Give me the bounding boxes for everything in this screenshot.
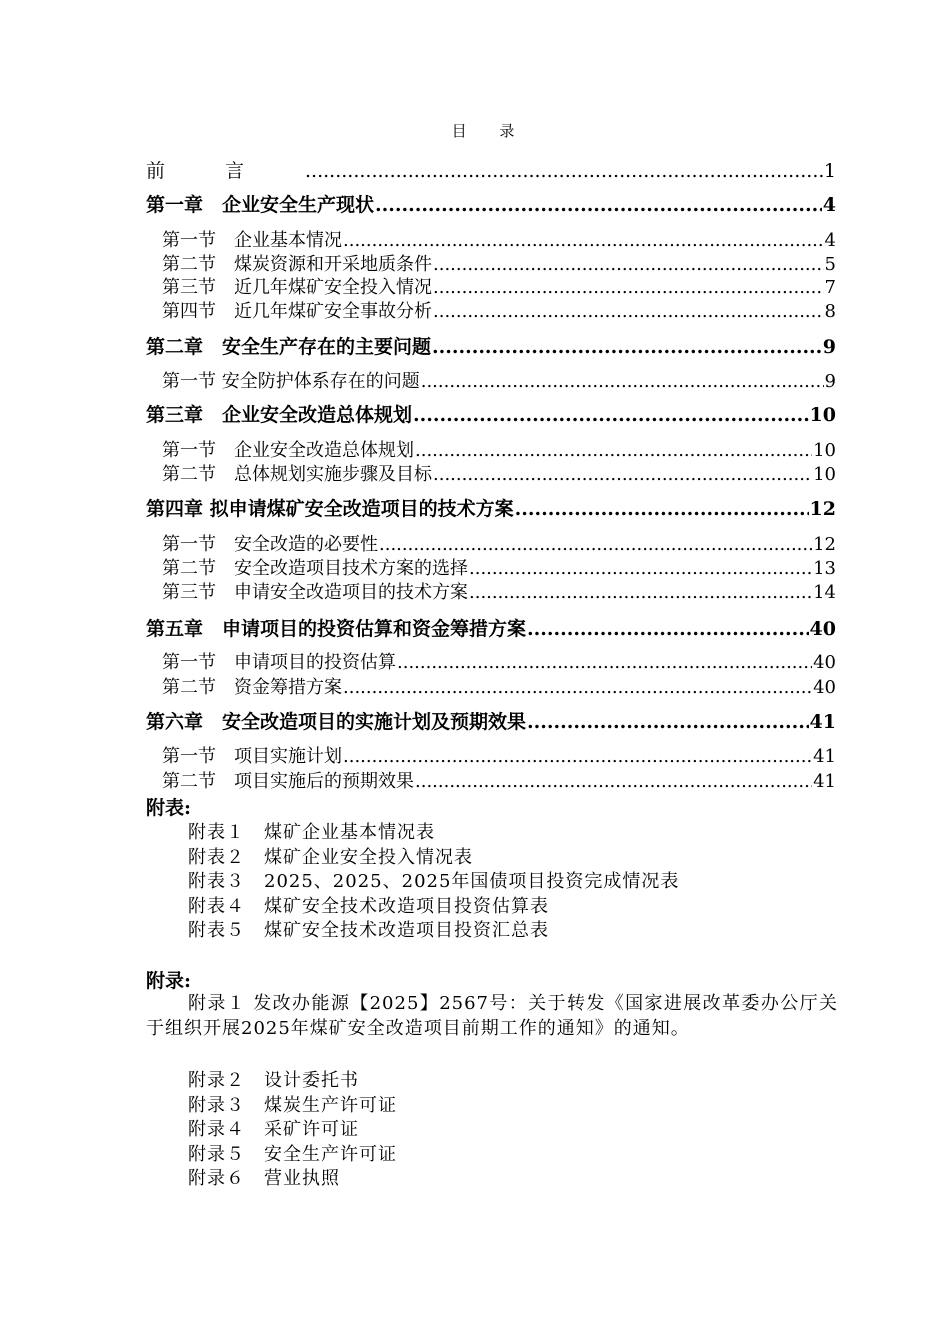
attached-table-item: 附表５ 煤矿安全技术改造项目投资汇总表 — [188, 920, 549, 941]
toc-entry-label: 第四章 拟申请煤矿安全改造项目的技术方案 — [146, 498, 514, 520]
toc-page-number: 12 — [813, 534, 836, 555]
toc-dot-leader — [469, 582, 812, 603]
toc-page-number: 4 — [822, 194, 836, 216]
toc-dot-leader — [397, 652, 812, 673]
appendix-item: 附录５ 安全生产许可证 — [188, 1144, 397, 1165]
toc-dot-leader — [415, 440, 812, 461]
toc-dot-leader — [433, 254, 824, 275]
toc-dot-leader — [433, 301, 824, 322]
attached-tables-heading: 附表: — [146, 797, 192, 819]
toc-dot-leader — [379, 534, 812, 555]
toc-entry-label: 第一节 企业安全改造总体规划 — [162, 440, 414, 461]
appendix-item-notice: 附录１ 发改办能源【2025】2567号：关于转发《国家进展改革委办公厅关于组织开展2025年煤矿安全改造项目前期工作的通知》的通知。 — [146, 993, 838, 1039]
toc-entry-label: 第一节 企业基本情况 — [162, 230, 342, 251]
toc-entry-label: 第六章 安全改造项目的实施计划及预期效果 — [146, 711, 527, 733]
toc-dot-leader — [415, 771, 812, 792]
toc-entry-label: 第二节 安全改造项目技术方案的选择 — [162, 558, 468, 579]
toc-page-number: 12 — [809, 498, 836, 520]
toc-entry-label: 第一章 企业安全生产现状 — [146, 194, 375, 216]
toc-page-number: 7 — [824, 277, 836, 298]
toc-entry-label: 第一节 申请项目的投资估算 — [162, 652, 396, 673]
toc-page-number: 13 — [813, 558, 836, 579]
toc-dot-leader — [343, 677, 812, 698]
toc-entry-chapter-5[interactable] — [146, 614, 836, 641]
toc-entry-section[interactable] — [162, 578, 836, 604]
toc-page-number: 10 — [809, 404, 836, 426]
toc-entry-section[interactable] — [162, 742, 836, 768]
toc-dot-leader — [343, 230, 824, 251]
toc-entry-label: 第三章 企业安全改造总体规划 — [146, 404, 413, 426]
toc-page-number: 10 — [813, 440, 836, 461]
toc-entry-label: 第二节 总体规划实施步骤及目标 — [162, 464, 432, 485]
toc-entry-section[interactable] — [162, 648, 836, 674]
toc-page-number: 40 — [813, 677, 836, 698]
toc-page-number: 8 — [824, 301, 836, 322]
attached-table-item: 附表３ 2025、2025、2025年国债项目投资完成情况表 — [188, 871, 680, 892]
toc-entry-chapter-3[interactable] — [146, 400, 836, 427]
toc-entry-section[interactable] — [162, 367, 836, 393]
appendix-item: 附录６ 营业执照 — [188, 1168, 340, 1189]
toc-dot-leader — [515, 498, 809, 520]
toc-title: 目 录 — [451, 122, 529, 140]
toc-page-number: 9 — [822, 336, 836, 358]
toc-dot-leader — [375, 194, 822, 216]
toc-dot-leader — [421, 371, 824, 392]
toc-entry-section[interactable] — [162, 226, 836, 252]
toc-dot-leader — [305, 160, 823, 182]
toc-page-number: 5 — [824, 254, 836, 275]
toc-entry-label: 第五章 申请项目的投资估算和资金筹措方案 — [146, 618, 527, 640]
toc-page-number: 1 — [823, 160, 836, 182]
toc-entry-label: 第一节 项目实施计划 — [162, 746, 342, 767]
toc-entry-section[interactable] — [162, 530, 836, 556]
toc-dot-leader — [413, 404, 809, 426]
toc-entry-section[interactable] — [162, 673, 836, 699]
toc-entry-label: 第三节 近几年煤矿安全投入情况 — [162, 277, 432, 298]
toc-entry-label: 第三节 申请安全改造项目的技术方案 — [162, 582, 468, 603]
toc-entry-label: 前言 — [146, 160, 305, 182]
toc-page-number: 40 — [813, 652, 836, 673]
toc-dot-leader — [343, 746, 812, 767]
toc-page-number: 9 — [824, 371, 836, 392]
toc-entry-section[interactable] — [162, 460, 836, 486]
toc-dot-leader — [432, 336, 822, 358]
toc-page-number: 41 — [813, 746, 836, 767]
toc-entry-section[interactable] — [162, 273, 836, 299]
toc-dot-leader — [433, 277, 824, 298]
toc-page-number: 41 — [809, 711, 836, 733]
toc-entry-label: 第二节 资金筹措方案 — [162, 677, 342, 698]
attached-table-item: 附表４ 煤矿安全技术改造项目投资估算表 — [188, 896, 549, 917]
toc-page-number: 4 — [824, 230, 836, 251]
toc-entry-label: 第四节 近几年煤矿安全事故分析 — [162, 301, 432, 322]
toc-entry-preface[interactable] — [146, 156, 836, 183]
toc-entry-chapter-2[interactable] — [146, 332, 836, 359]
toc-entry-label: 第二节 煤炭资源和开采地质条件 — [162, 254, 432, 275]
toc-entry-section[interactable] — [162, 297, 836, 323]
toc-entry-chapter-6[interactable] — [146, 707, 836, 734]
attached-table-item: 附表１ 煤矿企业基本情况表 — [188, 822, 435, 843]
appendix-item: 附录３ 煤炭生产许可证 — [188, 1095, 397, 1116]
toc-page-number: 10 — [813, 464, 836, 485]
toc-entry-section[interactable] — [162, 436, 836, 462]
toc-page-number: 14 — [813, 582, 836, 603]
toc-dot-leader — [527, 618, 809, 640]
toc-dot-leader — [469, 558, 812, 579]
toc-entry-chapter-4[interactable] — [146, 494, 836, 521]
toc-entry-label: 第二章 安全生产存在的主要问题 — [146, 336, 432, 358]
toc-entry-label: 第一节 安全防护体系存在的问题 — [162, 371, 420, 392]
toc-entry-label: 第二节 项目实施后的预期效果 — [162, 771, 414, 792]
toc-entry-section[interactable] — [162, 554, 836, 580]
toc-entry-chapter-1[interactable] — [146, 190, 836, 217]
appendices-heading: 附录: — [146, 970, 192, 992]
toc-page-number: 40 — [809, 618, 836, 640]
toc-entry-section[interactable] — [162, 767, 836, 793]
appendix-item: 附录２ 设计委托书 — [188, 1070, 359, 1091]
toc-dot-leader — [433, 464, 812, 485]
appendix-item: 附录４ 采矿许可证 — [188, 1119, 359, 1140]
toc-dot-leader — [527, 711, 809, 733]
attached-table-item: 附表２ 煤矿企业安全投入情况表 — [188, 847, 473, 868]
toc-entry-label: 第一节 安全改造的必要性 — [162, 534, 378, 555]
toc-page-number: 41 — [813, 771, 836, 792]
